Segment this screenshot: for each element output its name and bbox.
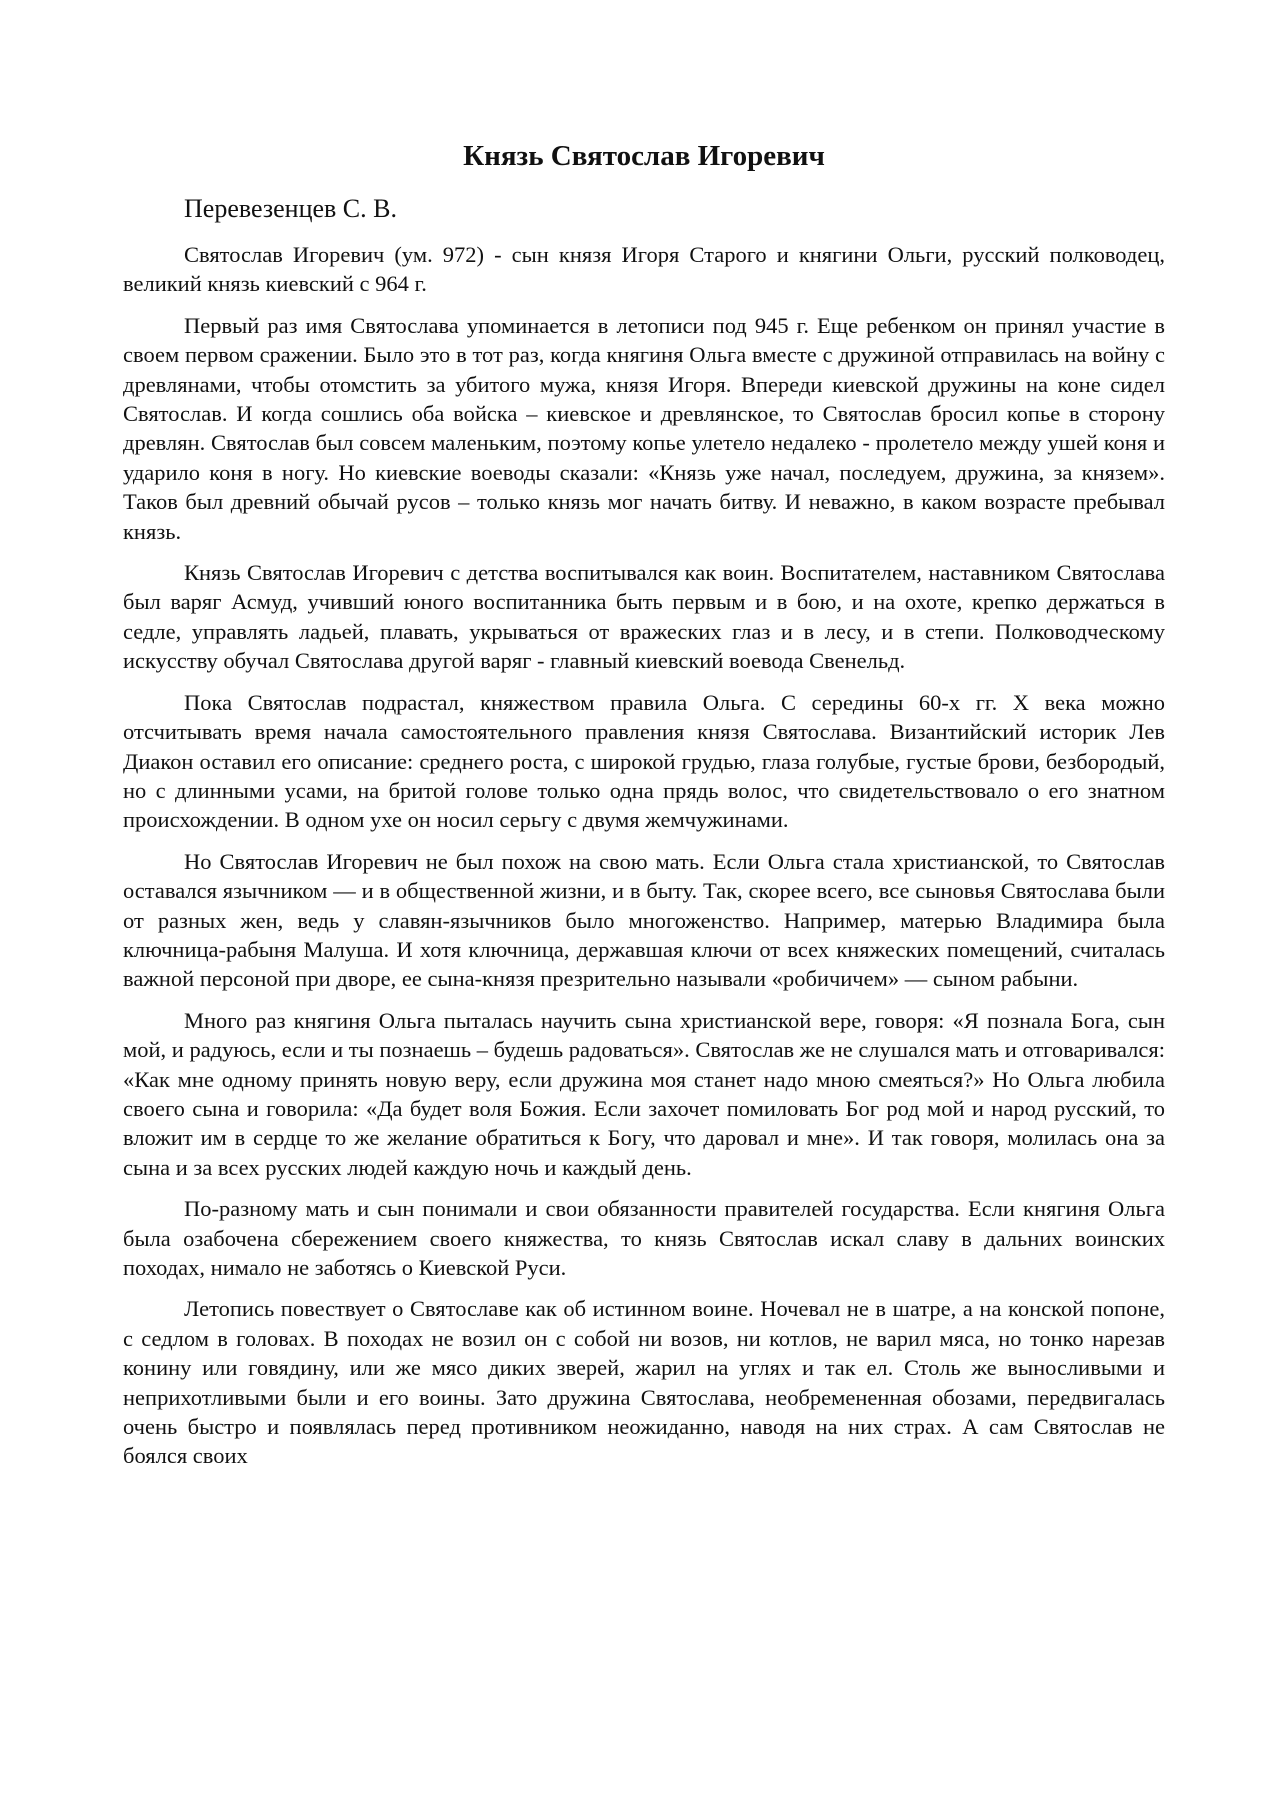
paragraph: Князь Святослав Игоревич с детства воспитывался как воин. Воспитателем, наставником Святослава был варяг Асмуд, учивший юного воспитанника быть первым и в бою, и на охоте, крепко держаться в седле, управлять ладьей, плавать, укрываться от вражеских глаз и в лесу, и в степи. Полководческому искусству обучал Святослава другой варяг - главный киевский воевода Свенельд. — [123, 560, 1165, 674]
document-title: Князь Святослав Игоревич — [463, 140, 825, 172]
paragraph: Пока Святослав подрастал, княжеством правила Ольга. С середины 60-х гг. X века можно отсчитывать время начала самостоятельного правления князя Святослава. Византийский историк Лев Диакон оставил его описание: среднего роста, с широкой грудью, глаза голубые, густые брови, безбородый, но с длинными усами, на бритой голове только одна прядь волос, что свидетельствовало о его знатном происхождении. В одном ухе он носил серьгу с двумя жемчужинами. — [123, 689, 1165, 833]
paragraph: Летопись повествует о Святославе как об истинном воине. Ночевал не в шатре, а на конской попоне, с седлом в головах. В походах не возил он с собой ни возов, ни котлов, не варил мяса, но тонко нарезав конину или говядину, или же мясо диких зверей, жарил на углях и так ел. Столь же выносливыми и неприхотливыми были и его воины. Зато дружина Святослава, необремененная обозами, передвигалась очень быстро и появлялась перед противником неожиданно, наводя на них страх. А сам Святослав не боялся своих — [123, 1296, 1165, 1469]
paragraph: Но Святослав Игоревич не был похож на свою мать. Если Ольга стала христианской, то Святослав оставался язычником — и в общественной жизни, и в быту. Так, скорее всего, все сыновья Святослава были от разных жен, ведь у славян-язычников было многоженство. Например, матерью Владимира была ключница-рабыня Малуша. И хотя ключница, державшая ключи от всех княжеских помещений, считалась важной персоной при дворе, ее сына-князя презрительно называли «робичичем» — сыном рабыни. — [123, 848, 1165, 992]
document-author: Перевезенцев С. В. — [184, 194, 397, 223]
paragraph: Святослав Игоревич (ум. 972) - сын князя Игоря Старого и княгини Ольги, русский полководец, великий князь киевский с 964 г. — [123, 242, 1165, 297]
paragraph: Первый раз имя Святослава упоминается в летописи под 945 г. Еще ребенком он принял участие в своем первом сражении. Было это в тот раз, когда княгиня Ольга вместе с дружиной отправилась на войну с древлянами, чтобы отомстить за убитого мужа, князя Игоря. Впереди киевской дружины на коне сидел Святослав. И когда сошлись оба войска – киевское и древлянское, то Святослав бросил копье в сторону древлян. Святослав был совсем маленьким, поэтому копье улетело недалеко - пролетело между ушей коня и ударило коня в ногу. Но киевские воеводы сказали: «Князь уже начал, последуем, дружина, за князем». Таков был древний обычай русов – только князь мог начать битву. И неважно, в каком возрасте пребывал князь. — [123, 312, 1165, 544]
paragraph: По-разному мать и сын понимали и свои обязанности правителей государства. Если княгиня Ольга была озабочена сбережением своего княжества, то князь Святослав искал славу в дальних воинских походах, нимало не заботясь о Киевской Руси. — [123, 1196, 1165, 1280]
document-page — [123, 138, 1165, 1483]
paragraph: Много раз княгиня Ольга пыталась научить сына христианской вере, говоря: «Я познала Бога, сын мой, и радуюсь, если и ты познаешь – будешь радоваться». Святослав же не слушался мать и отговаривался: «Как мне одному принять новую веру, если дружина моя станет надо мною смеяться?» Но Ольга любила своего сына и говорила: «Да будет воля Божия. Если захочет помиловать Бог род мой и народ русский, то вложит им в сердце то же желание обратиться к Богу, что даровал и мне». И так говоря, молилась она за сына и за всех русских людей каждую ночь и каждый день. — [123, 1007, 1165, 1180]
